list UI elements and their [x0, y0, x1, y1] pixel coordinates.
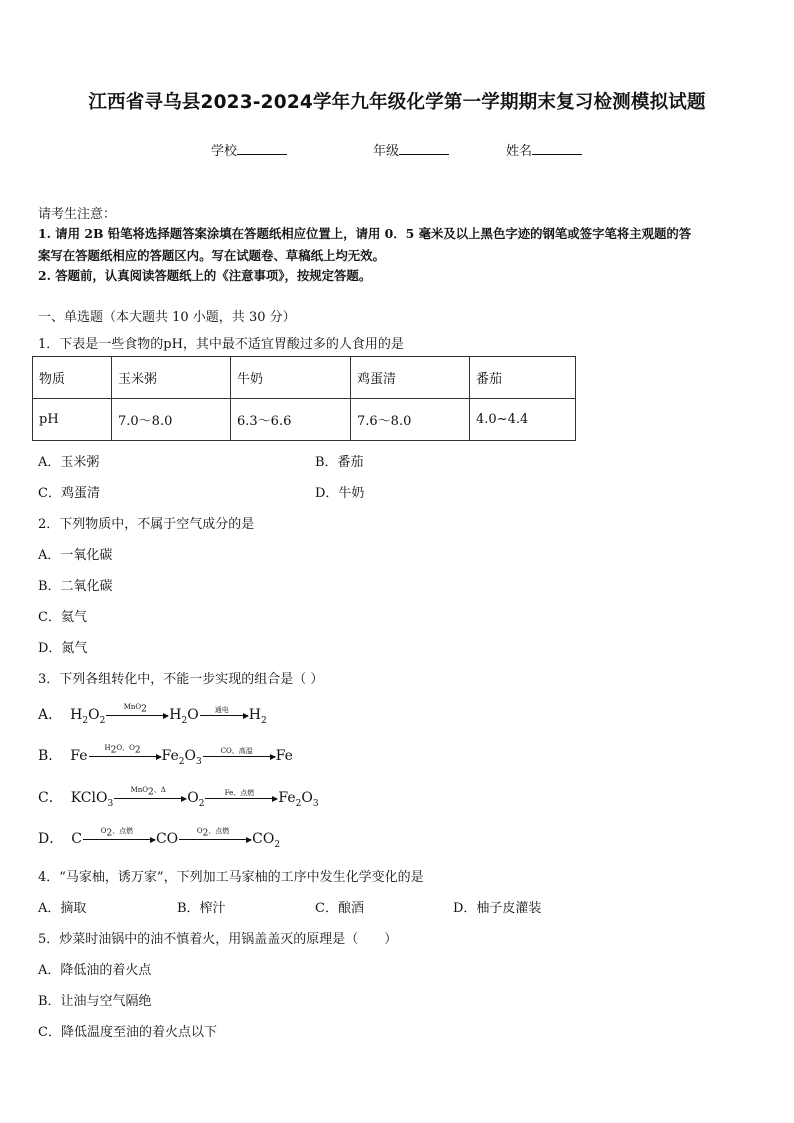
formula-co: CO	[155, 831, 179, 847]
q4-option-b: B．榨汁	[177, 901, 226, 916]
reaction-arrow	[83, 827, 155, 840]
q1-option-a: A．玉米粥	[38, 455, 100, 470]
reaction-arrow	[106, 703, 168, 716]
q4-option-a: A．摘取	[38, 901, 87, 916]
reaction-arrow	[203, 746, 275, 757]
reaction-condition: MnO$_2$	[123, 703, 147, 715]
table-header-row	[33, 357, 576, 399]
q1-option-d: D．牛奶	[315, 486, 365, 501]
q2-option-c: C．氦气	[38, 610, 87, 625]
reaction-arrow	[89, 744, 161, 757]
notice-heading: 请考生注意：	[38, 207, 117, 222]
reaction-arrow	[179, 827, 251, 840]
reaction-condition: 通电	[214, 705, 229, 714]
grade-field	[373, 140, 449, 159]
q3-option-c	[38, 787, 319, 809]
school-field	[211, 140, 287, 159]
notice-item2: 2. 答题前，认真阅读答题纸上的《注意事项》，按规定答题。	[38, 268, 372, 283]
table-cell: 番茄	[470, 357, 576, 399]
q3-a-label: A．	[38, 707, 63, 723]
page-title: 江西省寻乌县2023-2024学年九年级化学第一学期期末复习检测模拟试题	[88, 92, 706, 113]
q2-stem: 2．下列物质中，不属于空气成分的是	[38, 517, 255, 532]
q1-option-c: C．鸡蛋清	[38, 486, 100, 501]
table-cell: 鸡蛋清	[351, 357, 470, 399]
reaction-condition: $O_2$、点燃	[196, 827, 230, 839]
formula-h2: $H_2$	[248, 707, 267, 726]
school-blank	[237, 142, 287, 155]
table-row	[33, 399, 576, 441]
q3-b-label: B．	[38, 748, 63, 764]
grade-blank	[399, 142, 449, 155]
school-label: 学校	[211, 144, 238, 159]
grade-label: 年级	[373, 144, 400, 159]
section1-heading: 一、单选题（本大题共 10 小题，共 30 分）	[38, 310, 296, 325]
table-cell: 7.6～8.0	[351, 399, 470, 441]
q3-option-d	[38, 828, 280, 850]
reaction-arrow	[205, 788, 277, 799]
formula-c: C	[71, 831, 82, 847]
name-blank	[532, 142, 582, 155]
formula-fe2o3: $Fe_2O_3$	[161, 748, 202, 767]
table-cell: pH	[33, 399, 112, 441]
table-cell: 6.3～6.6	[231, 399, 351, 441]
table-cell: 牛奶	[231, 357, 351, 399]
reaction-condition: Fe、点燃	[224, 788, 255, 797]
notice-item1-line2: 案写在答题纸相应的答题区内。写在试题卷、草稿纸上均无效。	[38, 248, 385, 263]
reaction-arrow	[200, 705, 248, 716]
table-cell: 7.0～8.0	[112, 399, 231, 441]
reaction-condition: $O_2$、点燃	[100, 827, 134, 839]
formula-co2: $CO_2$	[252, 831, 281, 850]
q4-option-d: D．柚子皮灌装	[453, 901, 542, 916]
name-field	[506, 140, 582, 159]
q2-option-b: B．二氧化碳	[38, 579, 113, 594]
formula-fe: Fe	[275, 748, 293, 764]
reaction-condition: $H_2O$、$O_2$	[104, 744, 141, 756]
q3-c-label: C．	[38, 790, 63, 806]
q5-option-a: A．降低油的着火点	[38, 963, 152, 978]
table-cell: 物质	[33, 357, 112, 399]
name-label: 姓名	[506, 144, 533, 159]
table-cell: 4.0~4.4	[470, 399, 576, 441]
q5-option-c: C．降低温度至油的着火点以下	[38, 1025, 217, 1040]
formula-fe2o3: $Fe_2O_3$	[278, 790, 319, 809]
q3-option-b	[38, 745, 293, 767]
formula-h2o: $H_2O$	[169, 707, 199, 726]
reaction-condition: CO、高温	[220, 746, 253, 755]
q5-stem: 5．炒菜时油锅中的油不慎着火，用锅盖盖灭的原理是（ ）	[38, 932, 398, 947]
q1-option-b: B．番茄	[315, 455, 364, 470]
notice-item1-line1: 1. 请用 2B 铅笔将选择题答案涂填在答题纸相应位置上，请用 0．5 毫米及以上黑色字迹的钢笔或签字笔将主观题的答	[38, 226, 692, 241]
reaction-arrow	[114, 786, 186, 799]
q3-d-label: D．	[38, 831, 64, 847]
ph-table	[32, 356, 576, 441]
reaction-condition: MnO$_2$、Δ	[130, 786, 166, 798]
table-cell: 玉米粥	[112, 357, 231, 399]
formula-fe: Fe	[70, 748, 88, 764]
q4-stem: 4．“马家柚，诱万家”，下列加工马家柚的工序中发生化学变化的是	[38, 870, 424, 885]
formula-o2: $O_2$	[187, 790, 205, 809]
q3-option-a	[38, 704, 267, 726]
q2-option-a: A．一氧化碳	[38, 548, 113, 563]
q4-option-c: C．酿酒	[315, 901, 364, 916]
q3-stem: 3．下列各组转化中，不能一步实现的组合是（ ）	[38, 672, 324, 687]
q1-stem: 1．下表是一些食物的pH，其中最不适宜胃酸过多的人食用的是	[38, 337, 404, 352]
formula-kclo3: KClO$_3$	[70, 790, 114, 809]
formula-h2o2: $H_2O_2$	[70, 707, 106, 726]
q2-option-d: D．氮气	[38, 641, 88, 656]
q5-option-b: B．让油与空气隔绝	[38, 994, 152, 1009]
